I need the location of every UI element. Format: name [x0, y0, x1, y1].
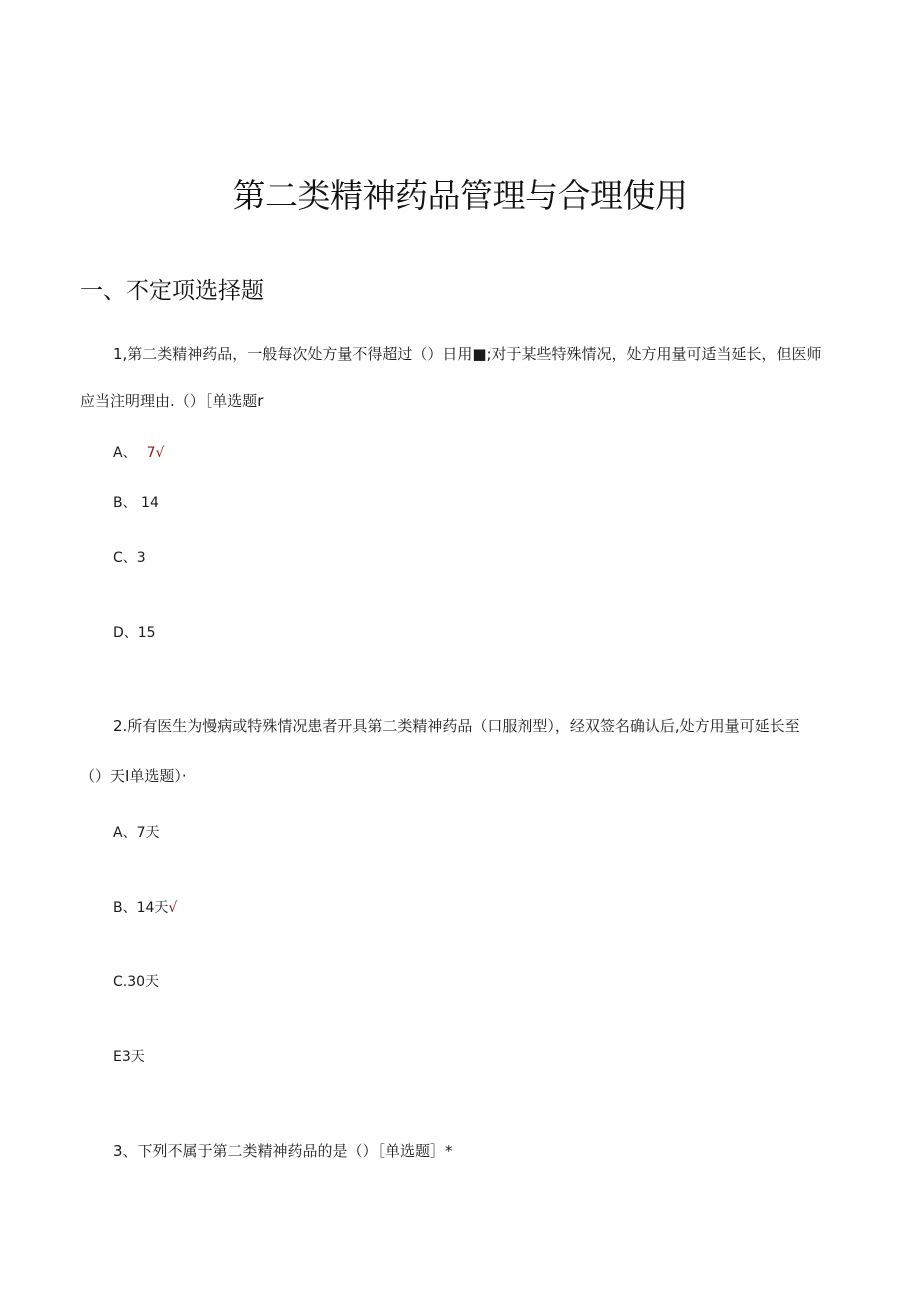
- question-1-option-a: [113, 442, 164, 462]
- question-2-option-c: C.30天: [113, 974, 160, 990]
- page-title: 第二类精神药品管理与合理使用: [232, 176, 688, 215]
- question-2-text-line1: 2.所有医生为慢病或特殊情况患者开具第二类精神药品（口服剂型），经双签名确认后,处方用量可延长至: [113, 717, 800, 735]
- section-heading: 一、不定项选择题: [80, 278, 264, 304]
- question-1-text-line2: 应当注明理由.（）［单选题r: [80, 392, 264, 410]
- question-1-text-line1: 1,第二类精神药品，一般每次处方量不得超过（）日用■;对于某些特殊情况，处方用量可适当延长，但医师: [113, 345, 822, 363]
- question-2-option-a: A、7天: [113, 825, 160, 841]
- question-1-option-b: B、 14: [113, 495, 159, 511]
- question-1-option-d: D、15: [113, 625, 156, 641]
- question-1-option-c: C、3: [113, 550, 146, 566]
- option-a-correct-value: 7√: [146, 445, 165, 461]
- question-2-text-line2: （）天I单选题）·: [80, 767, 187, 785]
- question-2-option-b: [113, 897, 177, 917]
- question-3-text-line1: 3、下列不属于第二类精神药品的是（）［单选题］*: [113, 1142, 453, 1160]
- question-2-option-d: E3天: [113, 1049, 145, 1065]
- option-b-label: B、14天: [113, 900, 169, 916]
- option-a-label: A、: [113, 445, 137, 461]
- correct-check-mark: √: [168, 900, 178, 916]
